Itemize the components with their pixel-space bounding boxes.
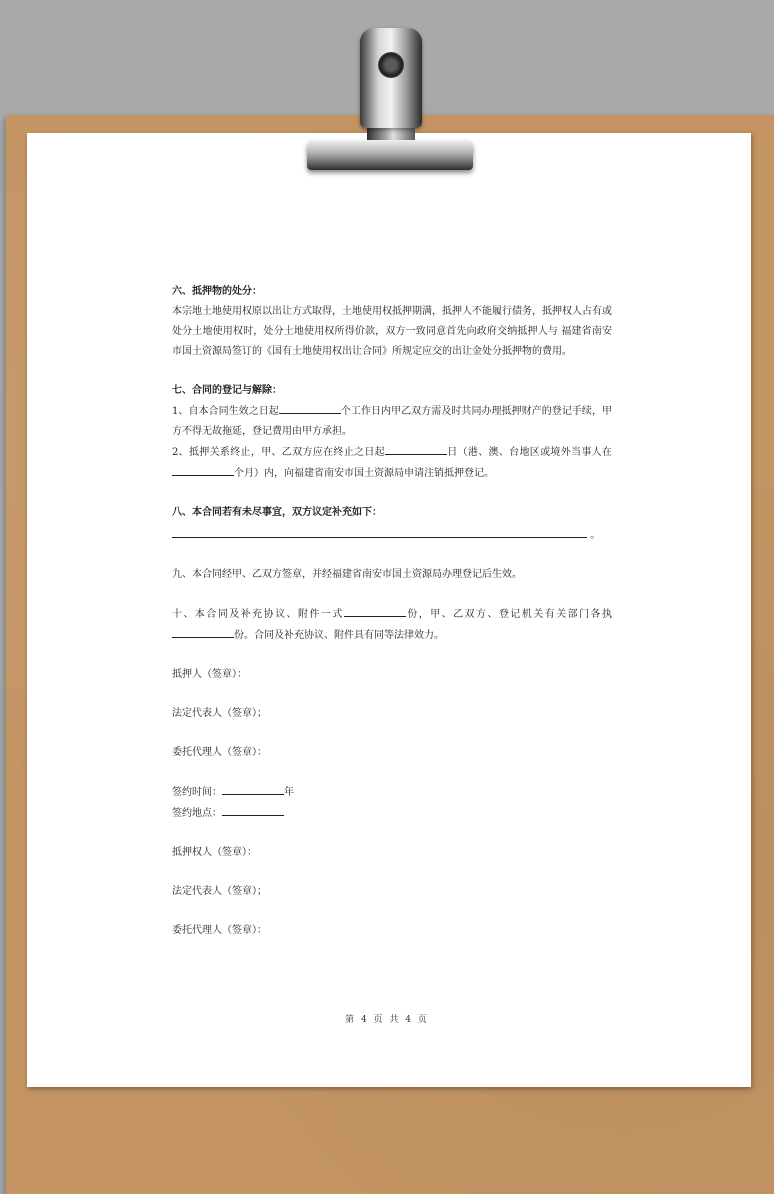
- blank-field: [172, 463, 234, 476]
- blank-field: [279, 401, 341, 414]
- agent-signature-2: 委托代理人（签章）：: [172, 925, 267, 936]
- section-7-title: 七、合同的登记与解除：: [172, 385, 282, 396]
- blank-field: [222, 803, 284, 816]
- section-6-body: 本宗地土地使用权原以出让方式取得，土地使用权抵押期满，抵押人不能履行债务，抵押权人占有或处分土地使用权时，处分土地使用权所得价款，双方一致同意首先向政府交纳抵押人与 福建省南安市国土资源局签订的《国有土地使用权出让合同》所规定应交的出让金处分抵押物的费用。: [172, 306, 612, 357]
- blank-field: [172, 625, 234, 638]
- section-7-item-1: 1、自本合同生效之日起 个工作日内甲乙双方需及时共同办理抵押财产的登记手续，甲方不得无故拖延，登记费用由甲方承担。: [172, 401, 612, 442]
- clip-hole: [378, 52, 404, 78]
- clip-base: [307, 140, 473, 170]
- agent-signature-1: 委托代理人（签章）：: [172, 747, 267, 758]
- legal-rep-signature-2: 法定代表人（签章）；: [172, 886, 267, 897]
- section-9-text: 九、本合同经甲、乙双方签章，并经福建省南安市国土资源局办理登记后生效。: [172, 569, 522, 580]
- document-content: [172, 282, 612, 941]
- mortgagor-signature: 抵押人（签章）：: [172, 669, 247, 680]
- section-6-title: 六、抵押物的处分：: [172, 286, 262, 297]
- sign-place: 签约地点：: [172, 803, 612, 824]
- binder-clip-icon: [360, 28, 422, 128]
- section-10-text: 十、本合同及补充协议、附件一式 份，甲、乙双方、登记机关有关部门各执份。合同及补充协议、附件具有同等法律效力。: [172, 604, 612, 646]
- mortgagee-signature: 抵押权人（签章）：: [172, 847, 257, 858]
- section-7-item-2: 2、抵押关系终止，甲、乙双方应在终止之日起 日（港、澳、台地区或境外当事人在个月）内，向福建省南安市国土资源局申请注销抵押登记。: [172, 442, 612, 484]
- blank-field: [385, 442, 447, 455]
- section-8-title: 八、本合同若有未尽事宜，双方议定补充如下：: [172, 507, 382, 518]
- supplement-blank-line: [172, 523, 587, 538]
- blank-field: [344, 604, 406, 617]
- legal-rep-signature-1: 法定代表人（签章）；: [172, 708, 267, 719]
- sign-time: 签约时间： 年: [172, 782, 612, 803]
- page-number: 第 4 页 共 4 页: [345, 1015, 429, 1025]
- section-8-line: 。: [172, 523, 612, 546]
- blank-field: [222, 782, 284, 795]
